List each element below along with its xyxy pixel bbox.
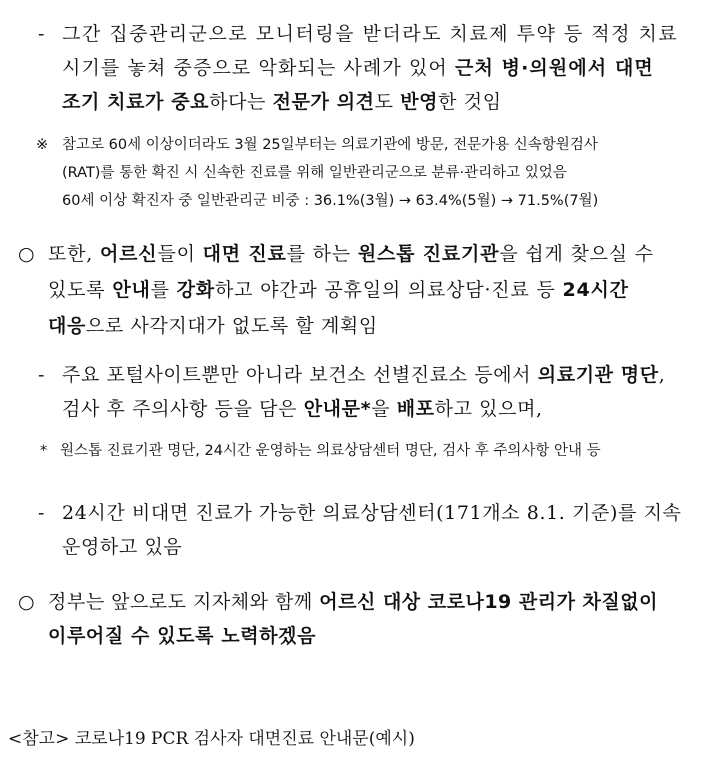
paragraph-line: 대응으로 사각지대가 없도록 할 계획임 (48, 315, 378, 337)
paragraph-line: 검사 후 주의사항 등을 담은 안내문*을 배포하고 있으며, (62, 398, 543, 420)
circle-bullet: ○ (18, 591, 36, 613)
paragraph-line: 그간 집중관리군으로 모니터링을 받더라도 치료제 투약 등 적정 치료 (62, 23, 679, 45)
note-line: (RAT)를 통한 확진 시 신속한 진료를 위해 일반관리군으로 분류·관리하고 있었음 (62, 165, 567, 181)
reference-mark: ※ (36, 137, 49, 153)
circle-bullet: ○ (18, 243, 36, 265)
paragraph-line: 24시간 비대면 진료가 가능한 의료상담센터(171개소 8.1. 기준)를 지속 (62, 502, 682, 524)
paragraph-line: 정부는 앞으로도 지자체와 함께 어르신 대상 코로나19 관리가 차질없이 (48, 591, 658, 613)
paragraph-line: 있도록 안내를 강화하고 야간과 공휴일의 의료상담·진료 등 24시간 (48, 279, 629, 301)
paragraph-line: 운영하고 있음 (62, 536, 183, 558)
paragraph-line: 시기를 놓쳐 중증으로 악화되는 사례가 있어 근처 병·의원에서 대면 (62, 57, 654, 79)
footnote-mark: * (40, 443, 48, 459)
paragraph-line: 또한, 어르신들이 대면 진료를 하는 원스톱 진료기관을 쉽게 찾으실 수 (48, 243, 654, 265)
dash-bullet: - (38, 502, 46, 524)
paragraph-line: 조기 치료가 중요하다는 전문가 의견도 반영한 것임 (62, 91, 502, 113)
note-line: 원스톱 진료기관 명단, 24시간 운영하는 의료상담센터 명단, 검사 후 주의사항 안내 등 (60, 443, 601, 459)
dash-bullet: - (38, 364, 46, 386)
note-line: 60세 이상 확진자 중 일반관리군 비중 : 36.1%(3월) → 63.4%(5월) → 71.5%(7월) (62, 193, 599, 209)
dash-bullet: - (38, 23, 46, 45)
note-line: 참고로 60세 이상이더라도 3월 25일부터는 의료기관에 방문, 전문가용 신속항원검사 (62, 137, 598, 153)
reference-caption: <참고> 코로나19 PCR 검사자 대면진료 안내문(예시) (8, 729, 415, 749)
paragraph-line: 이루어질 수 있도록 노력하겠음 (48, 625, 317, 647)
paragraph-line: 주요 포털사이트뿐만 아니라 보건소 선별진료소 등에서 의료기관 명단, (62, 364, 666, 386)
